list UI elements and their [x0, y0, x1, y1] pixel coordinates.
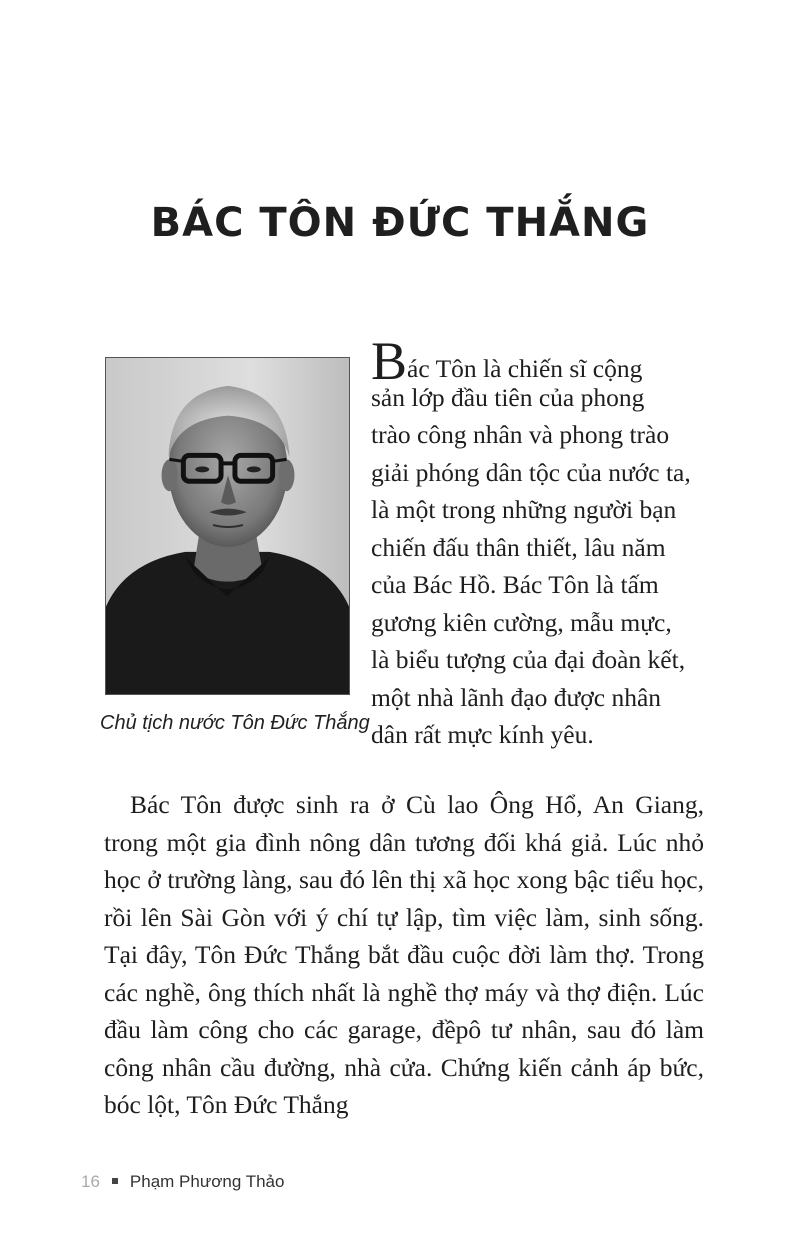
intro-paragraph — [371, 331, 704, 754]
text-line: của Bác Hồ. Bác Tôn là tấm — [371, 570, 659, 599]
bullet-icon — [112, 1178, 118, 1184]
text-line: dân rất mực kính yêu. — [371, 720, 594, 749]
page-number: 16 — [81, 1172, 100, 1191]
text-line: chiến đấu thân thiết, lâu năm — [371, 532, 666, 562]
portrait-icon — [106, 358, 349, 694]
portrait-photo — [105, 357, 350, 695]
drop-cap: B — [371, 331, 407, 391]
photo-caption: Chủ tịch nước Tôn Đức Thắng — [100, 712, 370, 734]
text-line: Bác Tôn là chiến sĩ cộng — [371, 331, 643, 391]
text-line: là biểu tượng của đại đoàn kết, — [371, 645, 686, 674]
text-line: là một trong những người bạn — [371, 495, 677, 524]
author-name: Phạm Phương Thảo — [129, 1172, 285, 1191]
text-line: trào công nhân và phong trào — [371, 420, 670, 449]
page-title: BÁC TÔN ĐỨC THẮNG — [150, 200, 650, 246]
text-line: giải phóng dân tộc của nước ta, — [371, 457, 691, 487]
page-footer — [81, 1172, 284, 1192]
text-line: sản lớp đầu tiên của phong — [371, 382, 645, 412]
text-line: một nhà lãnh đạo được nhân — [371, 682, 662, 712]
text-line: gương kiên cường, mẫu mực, — [371, 607, 672, 637]
biography-paragraph: Bác Tôn được sinh ra ở Cù lao Ông Hổ, An Giang, trong một gia đình nông dân tương đối khá giả. Lúc nhỏ học ở trường làng, sau đó lên thị xã học xong bậc tiểu học, rồi lên Sài Gòn với ý chí tự lập, tìm việc làm, sinh sống. Tại đây, Tôn Đức Thắng bắt đầu cuộc đời làm thợ. Trong các nghề, ông thích nhất là nghề thợ máy và thợ điện. Lúc đầu làm công cho các garage, đềpô tư nhân, sau đó làm công nhân cầu đường, nhà cửa. Chứng kiến cảnh áp bức, bóc lột, Tôn Đức Thắng — [104, 790, 704, 1119]
